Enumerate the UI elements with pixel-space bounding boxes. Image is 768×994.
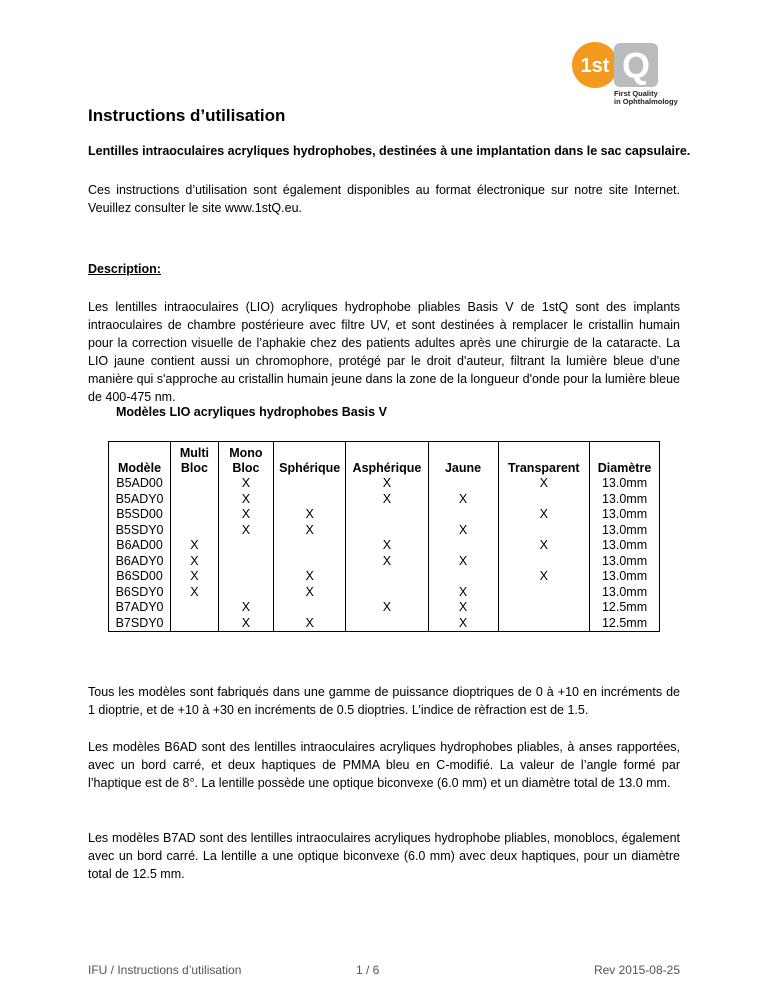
table-cell: X [274, 507, 346, 523]
table-cell [428, 569, 498, 585]
table-cell [171, 523, 219, 539]
table-cell: 13.0mm [590, 585, 660, 601]
table-cell: X [428, 492, 498, 508]
table-cell [171, 507, 219, 523]
table-cell [218, 554, 273, 570]
description-paragraph: Les lentilles intraoculaires (LIO) acryliques hydrophobe pliables Basis V de 1stQ sont des implants intraoculaires de chambre postérieure avec filtre UV, et sont destinées à remplacer le cristallin humain pour la correction visuelle de l’aphakie chez des patients adultes après une chirurgie de la cataracte. La LIO jaune contient aussi un chromophore, protégé par le droit d'auteur, filtrant la lumière bleue d'une manière qui s'approche au cristallin humain jeune dans la zone de la longueur d'onde pour la lumière bleue de 400-475 nm. [88, 300, 680, 404]
table-row [109, 569, 660, 585]
table-cell [498, 492, 589, 508]
table-cell: X [498, 569, 589, 585]
table-cell: X [346, 476, 428, 492]
table-cell [274, 492, 346, 508]
header-cell: Asphérique [346, 442, 428, 477]
table-cell: 13.0mm [590, 476, 660, 492]
table-cell: X [274, 523, 346, 539]
table-cell: 13.0mm [590, 507, 660, 523]
table-row [109, 492, 660, 508]
table-cell: 12.5mm [590, 616, 660, 632]
page-title: Instructions d’utilisation [88, 106, 286, 125]
table-row [109, 616, 660, 632]
table-cell [346, 585, 428, 601]
table-cell: X [218, 600, 273, 616]
table-body [109, 476, 660, 632]
table-cell [498, 554, 589, 570]
table-cell: X [218, 523, 273, 539]
table-cell: X [346, 554, 428, 570]
table-cell [428, 538, 498, 554]
table-cell: X [498, 507, 589, 523]
table-cell [171, 476, 219, 492]
table-cell: X [171, 538, 219, 554]
table-cell: X [218, 476, 273, 492]
model-code-cell: B5ADY0 [109, 492, 171, 508]
logo-mark-text: 1st [580, 55, 610, 77]
b6ad-paragraph: Les modèles B6AD sont des lentilles intraoculaires acryliques hydrophobes pliables, à anses rapportées, avec un bord carré, et deux haptiques de PMMA bleu en C-modifié. La valeur de l’angle formé par l’haptique est de 8°. La lentille possède une optique biconvexe (6.0 mm) et un diamètre total de 13.0 mm. [88, 740, 680, 790]
model-code-cell: B6SD00 [109, 569, 171, 585]
logo-mark [570, 40, 690, 90]
table-cell [346, 507, 428, 523]
table-cell: X [428, 616, 498, 632]
table-row [109, 600, 660, 616]
model-code-cell: B7ADY0 [109, 600, 171, 616]
header-cell: Transparent [498, 442, 589, 477]
table-cell: X [218, 492, 273, 508]
header-cell: Multi Bloc [171, 442, 219, 477]
table-cell [171, 600, 219, 616]
header-cell: Jaune [428, 442, 498, 477]
table-cell: X [346, 600, 428, 616]
logo-tagline-line1: First Quality [614, 89, 658, 98]
table-cell [171, 492, 219, 508]
model-code-cell: B5AD00 [109, 476, 171, 492]
table-cell: X [218, 507, 273, 523]
table-cell [498, 616, 589, 632]
table-cell: X [171, 569, 219, 585]
table-cell: X [428, 554, 498, 570]
table-cell [218, 569, 273, 585]
models-table [108, 441, 660, 632]
table-title: Modèles LIO acryliques hydrophobes Basis V [116, 405, 387, 419]
power-range-paragraph: Tous les modèles sont fabriqués dans une gamme de puissance dioptriques de 0 à +10 en incréments de 1 dioptrie, et de +10 à +30 en incréments de 0.5 dioptries. L’indice de rèfraction est de 1.5. [88, 685, 680, 717]
model-code-cell: B6ADY0 [109, 554, 171, 570]
table-cell: X [498, 538, 589, 554]
table-cell: X [274, 616, 346, 632]
table-cell [274, 476, 346, 492]
intro-paragraph: Ces instructions d’utilisation sont également disponibles au format électronique sur notre site Internet. Veuillez consulter le site www.1stQ.eu. [88, 183, 680, 215]
table-cell [274, 538, 346, 554]
b7ad-paragraph: Les modèles B7AD sont des lentilles intraoculaires acryliques hydrophobe pliables, monoblocs, également avec un bord carré. La lentille a une optique biconvexe (6.0 mm) avec deux haptiques, pour un diamètre total de 12.5 mm. [88, 831, 680, 881]
footer-document-name: IFU / Instructions d’utilisation [88, 963, 242, 977]
logo-q-letter: Q [621, 45, 651, 86]
document-subtitle: Lentilles intraoculaires acryliques hydrophobes, destinées à une implantation dans le sac capsulaire. [88, 144, 691, 158]
footer-revision: Rev 2015-08-25 [593, 963, 680, 977]
table-cell: X [274, 585, 346, 601]
table-cell [274, 600, 346, 616]
table-cell [218, 585, 273, 601]
table-row [109, 585, 660, 601]
table-cell [218, 538, 273, 554]
table-cell [274, 554, 346, 570]
logo-tagline [614, 90, 678, 106]
table-cell: X [498, 476, 589, 492]
model-code-cell: B5SD00 [109, 507, 171, 523]
model-code-cell: B6AD00 [109, 538, 171, 554]
table-cell: 13.0mm [590, 554, 660, 570]
table-cell: 13.0mm [590, 523, 660, 539]
table-cell [498, 585, 589, 601]
table-cell: X [346, 492, 428, 508]
table-cell: X [346, 538, 428, 554]
model-code-cell: B5SDY0 [109, 523, 171, 539]
table-cell: X [171, 554, 219, 570]
logo-tagline-line2: in Ophthalmology [614, 97, 678, 106]
table-cell [428, 476, 498, 492]
model-code-cell: B7SDY0 [109, 616, 171, 632]
table-cell: X [274, 569, 346, 585]
header-cell: Sphérique [274, 442, 346, 477]
table-row [109, 476, 660, 492]
table-cell [428, 507, 498, 523]
table-row [109, 554, 660, 570]
table-cell: 13.0mm [590, 538, 660, 554]
table-cell: 13.0mm [590, 492, 660, 508]
table-cell: X [428, 523, 498, 539]
header-cell: Diamètre [590, 442, 660, 477]
table-row [109, 523, 660, 539]
table-cell: 12.5mm [590, 600, 660, 616]
company-logo [570, 40, 690, 110]
table-cell [346, 523, 428, 539]
table-cell: X [171, 585, 219, 601]
table-header-row [109, 442, 660, 477]
table-cell [346, 569, 428, 585]
description-heading: Description: [88, 262, 161, 276]
table-cell [498, 600, 589, 616]
table-cell [171, 616, 219, 632]
table-cell: 13.0mm [590, 569, 660, 585]
table-cell [346, 616, 428, 632]
footer-page-number: 1 / 6 [356, 963, 380, 977]
table-cell [498, 523, 589, 539]
header-cell: Mono Bloc [218, 442, 273, 477]
table-row [109, 507, 660, 523]
table-cell: X [428, 585, 498, 601]
table-cell: X [428, 600, 498, 616]
table-cell: X [218, 616, 273, 632]
table-row [109, 538, 660, 554]
model-code-cell: B6SDY0 [109, 585, 171, 601]
header-cell: Modèle [109, 442, 171, 477]
